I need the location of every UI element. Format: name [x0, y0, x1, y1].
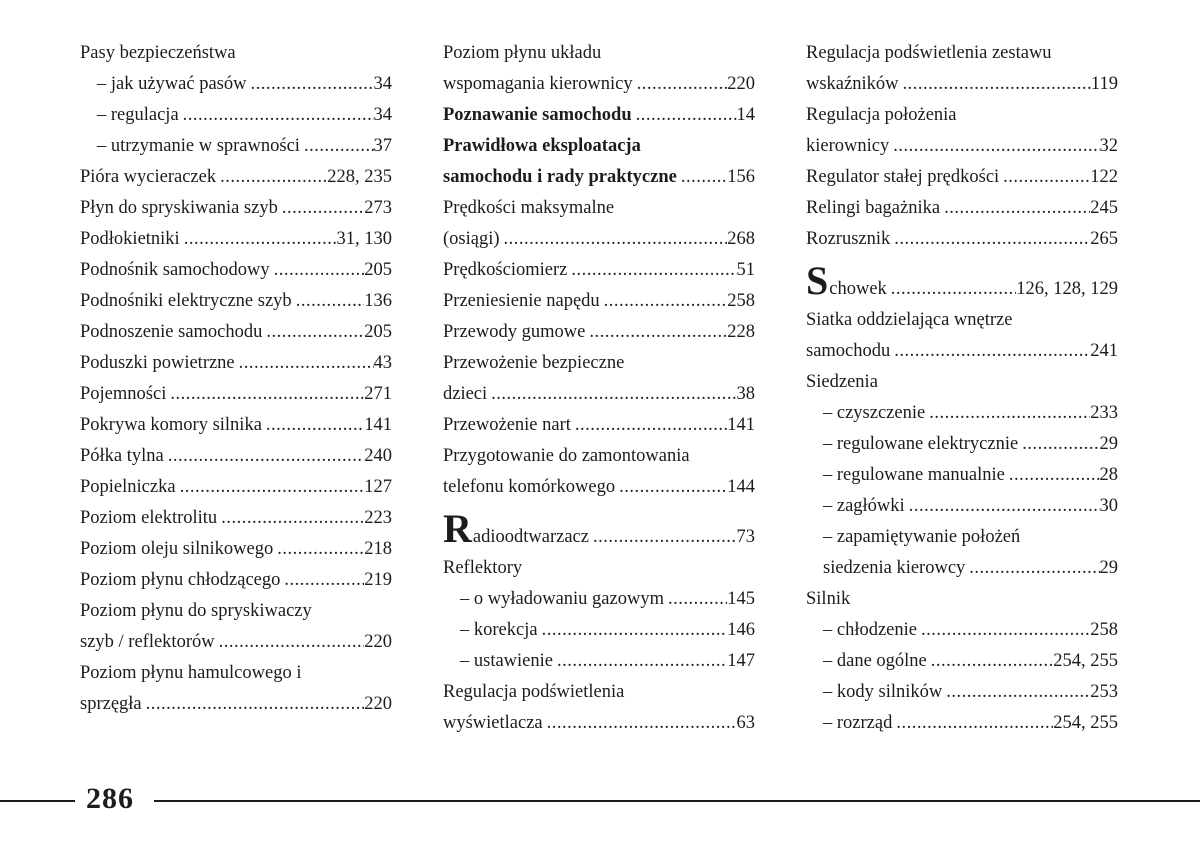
index-entry	[80, 348, 392, 379]
index-entry	[443, 286, 755, 317]
index-entry	[80, 224, 392, 255]
index-entry	[443, 410, 755, 441]
index-entry	[443, 584, 755, 615]
index-entry-label: Pasy bezpieczeństwa	[80, 43, 236, 63]
dot-leader	[553, 646, 727, 677]
index-entry-page: 253	[1090, 682, 1118, 702]
index-entry-page: 14	[736, 105, 755, 125]
index-entry-label: Podnośnik samochodowy	[80, 260, 270, 280]
index-entry-page: 265	[1090, 229, 1118, 249]
index-entry	[806, 305, 1118, 336]
index-entry-label: – rozrząd	[823, 713, 893, 733]
index-entry-label: Poziom płynu układu	[443, 43, 602, 63]
index-entry-label: Przewożenie nart	[443, 415, 571, 435]
index-section-entry	[806, 257, 1118, 305]
dot-leader	[179, 100, 374, 131]
index-entry-label: – zapamiętywanie położeń	[823, 527, 1021, 547]
index-entry	[80, 627, 392, 658]
index-entry	[443, 553, 755, 584]
index-entry-page: 29	[1099, 434, 1118, 454]
index-entry	[806, 522, 1118, 553]
index-entry-label: – utrzymanie w sprawności	[97, 136, 300, 156]
dot-leader	[278, 193, 364, 224]
index-entry-page: 28	[1099, 465, 1118, 485]
index-entry-page: 73	[736, 527, 755, 547]
index-entry-page: 127	[364, 477, 392, 497]
index-entry-label: – jak używać pasów	[97, 74, 247, 94]
index-entry-label: Regulator stałej prędkości	[806, 167, 1000, 187]
index-entry-page: 145	[727, 589, 755, 609]
index-entry-label: siedzenia kierowcy	[823, 558, 966, 578]
section-label-rest: adioodtwarzacz	[472, 527, 589, 547]
index-entry-page: 271	[364, 384, 392, 404]
index-entry-label: Reflektory	[443, 558, 523, 578]
index-entry	[443, 162, 755, 193]
index-entry-label: – o wyładowaniu gazowym	[460, 589, 664, 609]
index-entry-label: sprzęgła	[80, 694, 142, 714]
index-entry-page: 245	[1090, 198, 1118, 218]
index-entry-label: Rozrusznik	[806, 229, 891, 249]
index-entry-label: Siedzenia	[806, 372, 878, 392]
index-entry-page: 205	[364, 260, 392, 280]
index-entry-page: 220	[364, 632, 392, 652]
dot-leader	[538, 615, 728, 646]
index-column-1	[80, 38, 392, 720]
index-entry	[443, 441, 755, 472]
index-entry	[443, 193, 755, 224]
index-entry	[80, 441, 392, 472]
index-entry-page: 219	[364, 570, 392, 590]
index-entry	[806, 224, 1118, 255]
dot-leader	[567, 255, 736, 286]
index-entry	[80, 565, 392, 596]
index-entry-label: – dane ogólne	[823, 651, 927, 671]
index-entry	[806, 336, 1118, 367]
index-entry	[443, 255, 755, 286]
index-entry-page: 141	[727, 415, 755, 435]
index-entry-label: Poznawanie samochodu	[443, 105, 632, 125]
index-entry-label: – zagłówki	[823, 496, 905, 516]
index-entry	[443, 69, 755, 100]
footer-rule-right	[154, 800, 1200, 802]
dot-leader	[262, 410, 364, 441]
index-entry-label: Popielniczka	[80, 477, 176, 497]
index-entry	[80, 503, 392, 534]
dot-leader	[164, 441, 364, 472]
dot-leader	[898, 69, 1090, 100]
index-entry-label: – ustawienie	[460, 651, 553, 671]
dot-leader	[500, 224, 728, 255]
index-entry-page: 254, 255	[1053, 651, 1118, 671]
dot-leader	[216, 162, 327, 193]
index-entry-page: 223	[364, 508, 392, 528]
dot-leader	[677, 162, 727, 193]
index-entry-label: Poziom elektrolitu	[80, 508, 218, 528]
index-entry	[806, 584, 1118, 615]
index-entry-page: 254, 255	[1053, 713, 1118, 733]
index-entry	[80, 689, 392, 720]
dot-leader	[292, 286, 365, 317]
index-entry-label: Pióra wycieraczek	[80, 167, 217, 187]
dot-leader	[176, 472, 365, 503]
index-entry	[443, 317, 755, 348]
dot-leader	[905, 491, 1100, 522]
dot-leader	[600, 286, 728, 317]
index-entry-page: 43	[373, 353, 392, 373]
dot-leader	[487, 379, 736, 410]
dot-leader	[940, 193, 1090, 224]
index-entry-label: – kody silników	[823, 682, 943, 702]
index-entry-page: 31, 130	[336, 229, 392, 249]
index-entry	[806, 69, 1118, 100]
index-entry-page: 34	[373, 105, 392, 125]
index-entry	[806, 708, 1118, 739]
index-entry	[80, 410, 392, 441]
index-entry	[443, 472, 755, 503]
index-entry-page: 119	[1090, 74, 1118, 94]
dot-leader	[235, 348, 374, 379]
index-entry	[806, 646, 1118, 677]
dot-leader	[262, 317, 364, 348]
dot-leader	[585, 317, 727, 348]
dot-leader	[571, 410, 727, 441]
index-entry	[806, 131, 1118, 162]
index-entry	[80, 596, 392, 627]
index-entry-page: 268	[727, 229, 755, 249]
index-entry-label: – regulowane elektrycznie	[823, 434, 1019, 454]
index-entry	[806, 193, 1118, 224]
index-entry-page: 258	[1090, 620, 1118, 640]
index-entry-label	[443, 505, 589, 553]
dot-leader	[615, 472, 727, 503]
dot-leader	[965, 553, 1099, 584]
dot-leader	[217, 503, 364, 534]
index-entry-page: 146	[727, 620, 755, 640]
index-entry-label: wspomagania kierownicy	[443, 74, 633, 94]
dot-leader	[273, 534, 364, 565]
index-entry-page: 273	[364, 198, 392, 218]
index-entry-label: Silnik	[806, 589, 851, 609]
index-entry-label: – regulacja	[97, 105, 179, 125]
dot-leader	[917, 615, 1090, 646]
index-entry-label: Podnośniki elektryczne szyb	[80, 291, 292, 311]
index-entry	[80, 286, 392, 317]
index-entry	[806, 398, 1118, 429]
index-entry	[806, 615, 1118, 646]
index-entry	[443, 708, 755, 739]
index-entry-label: szyb / reflektorów	[80, 632, 215, 652]
index-entry-label: – regulowane manualnie	[823, 465, 1005, 485]
index-entry-label: Prędkości maksymalne	[443, 198, 615, 218]
dot-leader	[280, 565, 364, 596]
dot-leader	[589, 513, 737, 553]
index-entry-page: 122	[1090, 167, 1118, 187]
index-entry-label: – chłodzenie	[823, 620, 917, 640]
index-entry-page: 228	[727, 322, 755, 342]
dot-leader	[247, 69, 374, 100]
index-entry-label: Poziom oleju silnikowego	[80, 539, 274, 559]
index-entry-label: telefonu komórkowego	[443, 477, 616, 497]
index-entry	[80, 317, 392, 348]
dot-leader	[925, 398, 1090, 429]
index-entry	[443, 131, 755, 162]
dot-leader	[632, 100, 737, 131]
dot-leader	[890, 336, 1090, 367]
index-entry-page: 258	[727, 291, 755, 311]
index-entry	[443, 38, 755, 69]
index-entry-page: 233	[1090, 403, 1118, 423]
index-entry	[80, 131, 392, 162]
index-entry-label: Regulacja podświetlenia	[443, 682, 625, 702]
dot-leader	[215, 627, 365, 658]
index-entry	[443, 348, 755, 379]
index-entry	[806, 677, 1118, 708]
index-entry	[80, 472, 392, 503]
index-entry-label: samochodu	[806, 341, 891, 361]
index-entry	[806, 38, 1118, 69]
index-entry	[806, 100, 1118, 131]
index-entry-page: 63	[736, 713, 755, 733]
dot-leader	[166, 379, 364, 410]
index-entry-page: 37	[373, 136, 392, 156]
index-entry-label: Poziom płynu chłodzącego	[80, 570, 281, 590]
index-entry-page: 144	[727, 477, 755, 497]
index-entry-page: 241	[1090, 341, 1118, 361]
index-entry-label: Poziom płynu hamulcowego i	[80, 663, 302, 683]
index-entry-label: Podłokietniki	[80, 229, 180, 249]
index-entry-page: 38	[736, 384, 755, 404]
index-entry-label	[806, 257, 887, 305]
dot-leader	[142, 689, 365, 720]
index-entry	[80, 69, 392, 100]
index-entry-label: Prędkościomierz	[443, 260, 568, 280]
index-entry-page: 51	[736, 260, 755, 280]
index-entry-label: Pokrywa komory silnika	[80, 415, 262, 435]
dot-leader	[664, 584, 727, 615]
index-entry-label: Poduszki powietrzne	[80, 353, 235, 373]
index-entry	[443, 100, 755, 131]
index-entry-page: 218	[364, 539, 392, 559]
index-entry	[443, 379, 755, 410]
dot-leader	[300, 131, 374, 162]
index-entry-page: 126, 128, 129	[1016, 279, 1118, 299]
dot-leader	[942, 677, 1090, 708]
index-entry-label: Przygotowanie do zamontowania	[443, 446, 690, 466]
dot-leader	[889, 131, 1099, 162]
index-entry-page: 147	[727, 651, 755, 671]
section-initial: S	[806, 258, 829, 303]
index-entry-label: Regulacja położenia	[806, 105, 957, 125]
index-entry-label: Przewody gumowe	[443, 322, 586, 342]
index-entry	[443, 615, 755, 646]
index-entry-page: 29	[1099, 558, 1118, 578]
index-entry-page: 156	[727, 167, 755, 187]
index-entry-label: – korekcja	[460, 620, 538, 640]
index-entry-label: samochodu i rady praktyczne	[443, 167, 677, 187]
index-column-3	[806, 38, 1118, 739]
dot-leader	[180, 224, 337, 255]
dot-leader	[890, 224, 1090, 255]
index-entry-label: Poziom płynu do spryskiwaczy	[80, 601, 312, 621]
index-section-entry	[443, 505, 755, 553]
index-entry-label: wyświetlacza	[443, 713, 543, 733]
dot-leader	[999, 162, 1090, 193]
index-entry	[80, 162, 392, 193]
index-column-2	[443, 38, 755, 739]
index-entry-label: Przeniesienie napędu	[443, 291, 600, 311]
index-entry	[443, 677, 755, 708]
index-entry-page: 141	[364, 415, 392, 435]
index-entry-label: kierownicy	[806, 136, 890, 156]
index-entry-label: Półka tylna	[80, 446, 164, 466]
dot-leader	[887, 265, 1016, 305]
dot-leader	[892, 708, 1053, 739]
index-entry-label: Pojemności	[80, 384, 167, 404]
index-entry-page: 220	[727, 74, 755, 94]
index-entry	[443, 646, 755, 677]
index-entry	[806, 162, 1118, 193]
dot-leader	[270, 255, 365, 286]
index-entry-label: Płyn do spryskiwania szyb	[80, 198, 278, 218]
index-entry	[80, 38, 392, 69]
index-entry-label: Przewożenie bezpieczne	[443, 353, 625, 373]
index-entry	[806, 553, 1118, 584]
index-entry-page: 30	[1099, 496, 1118, 516]
dot-leader	[927, 646, 1053, 677]
dot-leader	[543, 708, 737, 739]
index-entry-label: Relingi bagażnika	[806, 198, 941, 218]
index-entry	[80, 379, 392, 410]
dot-leader	[1018, 429, 1099, 460]
index-entry	[806, 491, 1118, 522]
index-entry-label: (osiągi)	[443, 229, 500, 249]
section-label-rest: chowek	[829, 279, 887, 299]
index-entry	[80, 658, 392, 689]
section-initial: R	[443, 506, 472, 551]
index-entry	[80, 534, 392, 565]
index-entry-page: 136	[364, 291, 392, 311]
index-entry-label: Regulacja podświetlenia zestawu	[806, 43, 1052, 63]
index-entry	[80, 193, 392, 224]
index-entry	[806, 429, 1118, 460]
index-entry	[443, 224, 755, 255]
index-entry	[806, 367, 1118, 398]
index-entry	[80, 100, 392, 131]
index-entry-label: – czyszczenie	[823, 403, 926, 423]
index-entry-page: 34	[373, 74, 392, 94]
index-entry-label: dzieci	[443, 384, 488, 404]
dot-leader	[1005, 460, 1100, 491]
index-entry-label: Siatka oddzielająca wnętrze	[806, 310, 1013, 330]
footer-rule-left	[0, 800, 75, 802]
index-entry-page: 32	[1099, 136, 1118, 156]
index-entry-page: 240	[364, 446, 392, 466]
index-entry-label: Podnoszenie samochodu	[80, 322, 263, 342]
index-entry-label: wskaźników	[806, 74, 899, 94]
index-entry-page: 205	[364, 322, 392, 342]
index-entry	[80, 255, 392, 286]
index-entry	[806, 460, 1118, 491]
index-entry-page: 228, 235	[327, 167, 392, 187]
index-entry-page: 220	[364, 694, 392, 714]
page-number: 286	[86, 782, 134, 815]
index-entry-label: Prawidłowa eksploatacja	[443, 136, 641, 156]
dot-leader	[633, 69, 728, 100]
